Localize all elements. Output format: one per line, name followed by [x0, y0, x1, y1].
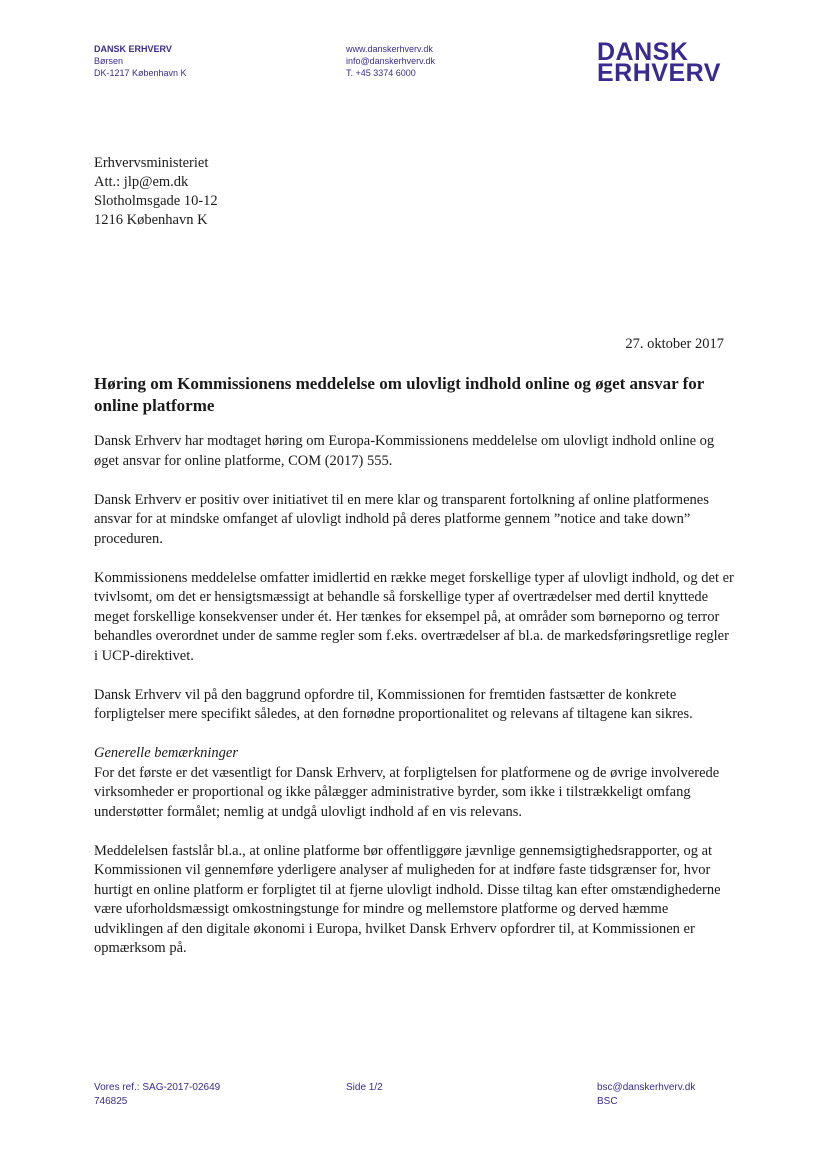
letter-title: Høring om Kommissionens meddelelse om ulovligt indhold online og øget ansvar for online platforme [94, 374, 704, 415]
dansk-erhverv-logo [597, 38, 721, 87]
body-paragraph-4: Dansk Erhverv vil på den baggrund opfordre til, Kommissionen for fremtiden fastsætter de konkrete forpligtelser mere specifikt således, at den fornødne proportionalitet og relevans af tiltagene kan sikres. [94, 686, 693, 722]
recipient-city: 1216 København K [94, 212, 208, 228]
logo-line-1: DANSK [597, 38, 689, 66]
footer-reference [94, 1081, 220, 1109]
recipient-attention: Att.: jlp@em.dk [94, 174, 189, 190]
body-paragraph-2: Dansk Erhverv er positiv over initiativet til en mere klar og transparent fortolkning af online platformenes ansvar for at mindske omfanget af ulovligt indhold på deres platforme gennem ”notice and take down” proceduren. [94, 491, 709, 547]
contact-phone: T. +45 3374 6000 [346, 68, 416, 78]
recipient-name: Erhvervsministeriet [94, 155, 209, 171]
section-subheading: Generelle bemærkninger [94, 745, 239, 761]
recipient-address [94, 154, 218, 230]
sender-building: Børsen [94, 56, 124, 66]
recipient-street: Slotholmsgade 10-12 [94, 193, 218, 209]
sender-block [94, 43, 187, 79]
letter-body [94, 432, 734, 978]
body-paragraph-5: For det første er det væsentligt for Dansk Erhverv, at forpligtelsen for platformene og de øvrige involverede virksomheder er proportional og ikke pålægger administrative byrder, som ikke i tilstrækkeligt omfang understøtter formålet; nemlig at undgå ulovligt indhold af en vis relevans. [94, 764, 720, 820]
body-paragraph-6: Meddelelsen fastslår bl.a., at online platforme bør offentliggøre jævnlige gennemsigtighedsrapporter, og at Kommissionen vil gennemføre yderligere analyser af muligheden for at indføre faste tidsgrænser for, hvor hurtigt en online platform er forpligtet til at fjerne ulovligt indhold. Disse tiltag kan efter omstændighederne være uforholdsmæssigt omkostningstunge for mindre og mellemstore platforme og derved hæmme udviklingen af den digitale økonomi i Europa, hvilket Dansk Erhverv opfordrer til, at Kommissionen er opmærksom på. [94, 842, 721, 956]
contact-block [346, 43, 435, 79]
sender-org: DANSK ERHVERV [94, 44, 172, 54]
footer-initials: BSC [597, 1096, 618, 1107]
website-link[interactable]: www.danskerhverv.dk [346, 44, 433, 54]
letter-date: 27. oktober 2017 [625, 336, 724, 352]
footer-email-link[interactable]: bsc@danskerhverv.dk [597, 1082, 696, 1093]
footer-ref: Vores ref.: SAG-2017-02649 [94, 1082, 221, 1093]
logo-line-2: ERHVERV [597, 59, 721, 87]
page-number: Side 1/2 [346, 1082, 383, 1093]
body-paragraph-1: Dansk Erhverv har modtaget høring om Europa-Kommissionens meddelelse om ulovligt indhold online og øget ansvar for online platforme, COM (2017) 555. [94, 433, 715, 469]
footer-contact [597, 1081, 695, 1109]
footer-page-number [346, 1081, 383, 1095]
sender-address: DK-1217 København K [94, 68, 187, 78]
body-paragraph-3: Kommissionens meddelelse omfatter imidlertid en række meget forskellige typer af ulovligt indhold, og det er tvivlsomt, om det er hensigtsmæssigt at behandle så forskellige typer af overtrædelser med dertil knyttede meget forskellige konsekvenser under ét. Her tænkes for eksempel på, at områder som børneporno og terror behandles overordnet under de samme regler som f.eks. overtrædelser af bl.a. de markedsføringsretlige regler i UCP-direktivet. [94, 569, 734, 664]
footer-ref-id: 746825 [94, 1096, 128, 1107]
contact-email-link[interactable]: info@danskerhverv.dk [346, 56, 436, 66]
